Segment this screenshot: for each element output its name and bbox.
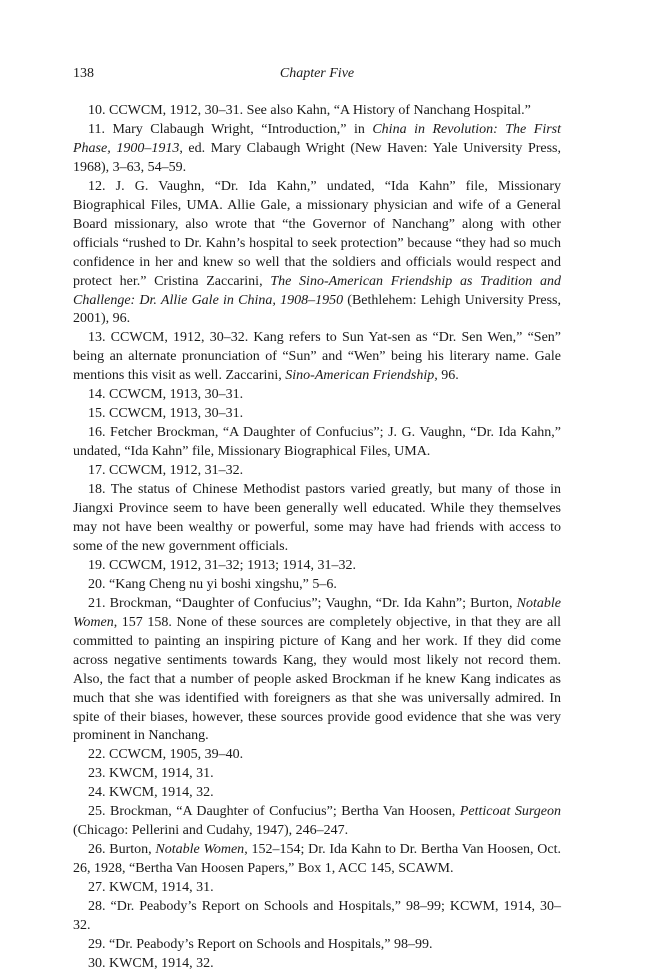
endnote-text: “Dr. Peabody’s Report on Schools and Hospitals,” 98–99. [105,936,433,952]
endnote [73,557,561,576]
endnote-text: , 157 158. None of these sources are completely objective, in that they are all committed to painting an inspiring picture of Kang and her work. If they did come across negative sentiments towards Kang, they would most likely not record them. Also, the fact that a number of people asked Brockman if he knew Kang indicates as much that she was identified with foreigners as that she was universally admired. In spite of their biases, however, these sources provide good evidence that she was very prominent in Nanchang. [73,614,561,744]
endnote-title-italic: Sino-American Friendship [285,368,435,384]
endnote-number: 15. [88,406,106,422]
endnote-text: “Kang Cheng nu yi boshi xingshu,” 5–6. [105,576,337,592]
endnote-title-italic: Notable Women [155,842,245,858]
endnote-number: 11. [88,121,105,137]
running-head: Chapter Five [279,66,355,81]
endnote-title-italic: China in Revolution: The First Phase, 1900–1913 [73,121,561,156]
endnote-text: Brockman, “A Daughter of Confucius”; Bertha Van Hoosen, [105,804,460,820]
endnote-text: (Chicago: Pellerini and Cudahy, 1947), 246–247. [73,823,349,839]
endnote-text: J. G. Vaughn, “Dr. Ida Kahn,” undated, “Ida Kahn” file, Missionary Biographical Files, UMA. Allie Gale, a missionary physician and wife of a General Board missionary, also wrote that “the Governor of Nanchang” along with other officials “rushed to Dr. Kahn’s hospital to seek protection” because “they had so much confidence in her and knew so well that the soldiers and officials would respect and protect her.” Cristina Zaccarini, [73,178,561,289]
endnote-text: CCWCM, 1912, 31–32; 1913; 1914, 31–32. [105,557,356,573]
endnote-text: “Dr. Peabody’s Report on Schools and Hospitals,” 98–99; KCWM, 1914, 30–32. [73,899,561,933]
endnote [73,898,561,936]
endnote-number: 13. [88,330,106,346]
endnote-text: CCWCM, 1905, 39–40. [105,747,244,763]
endnotes-list [73,102,561,974]
book-page [73,66,562,971]
endnote [73,405,561,424]
endnote [73,102,561,121]
endnote-text: KWCM, 1914, 31. [105,766,214,782]
endnote [73,424,561,462]
endnote-number: 14. [88,387,106,403]
endnote [73,178,561,330]
endnote-text: CCWCM, 1912, 30–31. See also Kahn, “A History of Nanchang Hospital.” [105,103,531,118]
endnote-text: CCWCM, 1912, 30–32. Kang refers to Sun Yat-sen as “Dr. Sen Wen,” “Sen” being an alternate pronunciation of “Sun” and “Wen” being his literary name. Gale mentions this visit as well. Zaccarini, [73,330,561,384]
endnote-text: , ed. Mary Clabaugh Wright (New Haven: Yale University Press, 1968), 3–63, 54–59. [73,140,561,175]
endnote-number: 21. [88,595,106,611]
endnote-text: Brockman, “Daughter of Confucius”; Vaughn, “Dr. Ida Kahn”; Burton, [105,595,517,611]
endnote-text: The status of Chinese Methodist pastors varied greatly, but many of those in Jiangxi Province seem to have been generally well educated. While they themselves may not have been wealthy or powerful, some may have had friends with access to some of the new government officials. [73,482,561,554]
endnote-number: 23. [88,766,106,782]
endnote [73,879,561,898]
endnote-number: 22. [88,747,106,763]
endnote-text: , 152–154; Dr. Ida Kahn to Dr. Bertha Van Hoosen, Oct. 26, 1928, “Bertha Van Hoosen Papers,” Box 1, ACC 145, SCAWM. [73,842,561,877]
endnote-number: 19. [88,557,106,573]
endnote-text: KWCM, 1914, 32. [105,955,214,971]
endnote [73,784,561,803]
endnote-number: 29. [88,936,106,952]
endnote-title-italic: The Sino-American Friendship as Tradition and Challenge: Dr. Allie Gale in China, 1908–1950 [73,273,561,308]
page-header [73,66,561,86]
endnote-number: 28. [88,899,106,915]
endnote-text: Mary Clabaugh Wright, “Introduction,” in [104,121,373,137]
endnote-number: 30. [88,955,106,971]
endnote-number: 12. [88,178,106,194]
endnote-text: KWCM, 1914, 31. [105,880,214,896]
endnote-number: 27. [88,880,106,896]
endnote [73,576,561,595]
endnote-title-italic: Petticoat Surgeon [459,804,562,820]
endnote-number: 17. [88,463,106,479]
endnote-text: KWCM, 1914, 32. [105,785,214,801]
endnote-number: 24. [88,785,106,801]
endnote [73,803,561,841]
endnote [73,955,561,974]
endnote-number: 25. [88,804,106,820]
endnote-text: Fetcher Brockman, “A Daughter of Confucius”; J. G. Vaughn, “Dr. Ida Kahn,” undated, “Ida Kahn” file, Missionary Biographical Files, UMA. [73,425,561,460]
endnote-text: CCWCM, 1912, 31–32. [105,463,244,479]
page-number: 138 [73,66,94,81]
endnote [73,765,561,784]
endnote [73,121,561,178]
endnote-number: 26. [88,842,106,858]
endnote [73,841,561,879]
endnote-number: 10. [88,103,106,118]
endnote-title-italic: Notable Women [73,595,561,630]
endnote [73,481,561,557]
endnote [73,386,561,405]
endnote [73,462,561,481]
endnote [73,595,561,747]
endnote-text: , 96. [434,368,459,384]
endnote-number: 16. [88,425,106,441]
endnote-text: Burton, [105,842,156,858]
endnote-text: CCWCM, 1913, 30–31. [105,406,244,422]
endnote-text: (Bethlehem: Lehigh University Press, 2001), 96. [73,292,561,327]
endnote-number: 18. [88,482,106,498]
endnote [73,936,561,955]
endnote [73,746,561,765]
endnote-number: 20. [88,576,106,592]
endnote [73,329,561,386]
endnote-text: CCWCM, 1913, 30–31. [105,387,244,403]
